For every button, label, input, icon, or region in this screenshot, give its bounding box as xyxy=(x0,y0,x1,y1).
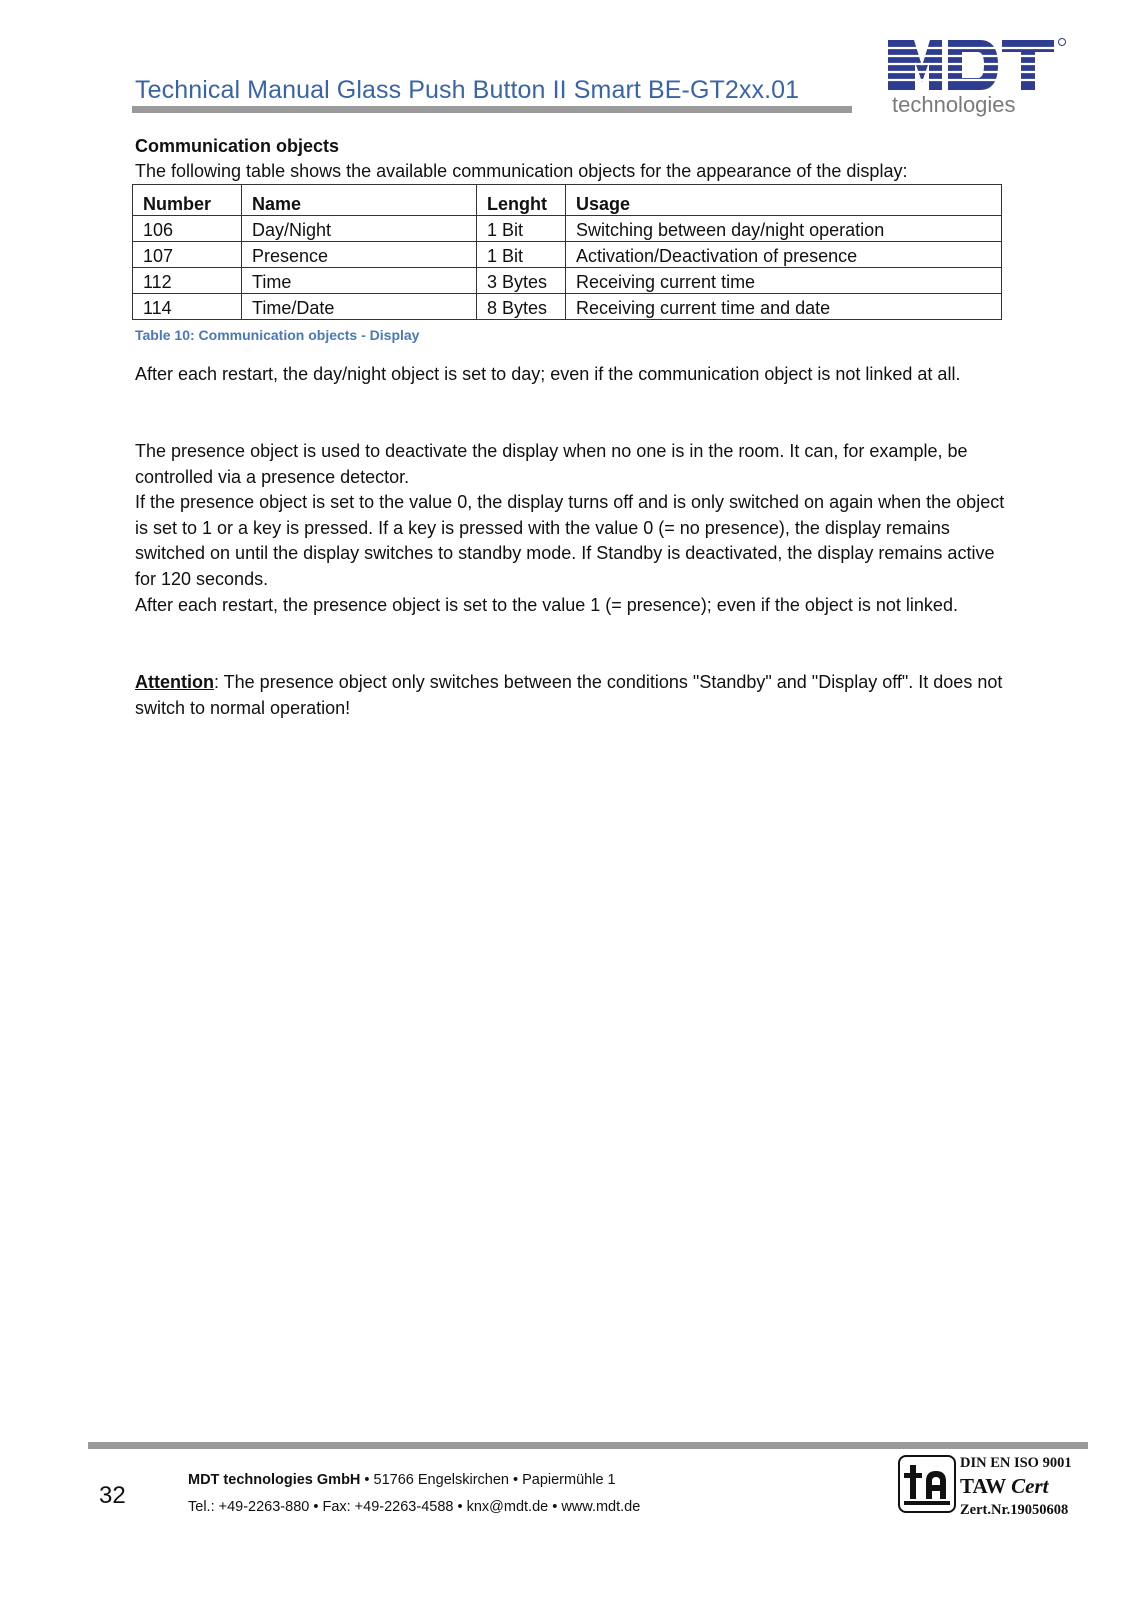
table-row xyxy=(133,268,1002,294)
attention-text: : The presence object only switches between the conditions "Standby" and "Display off". It does not switch to normal operation! xyxy=(135,672,1003,718)
cell-usage: Activation/Deactivation of presence xyxy=(566,242,1002,268)
cert-iso: DIN EN ISO 9001 xyxy=(960,1455,1072,1471)
footer-rule xyxy=(88,1442,1088,1449)
cell-name: Presence xyxy=(242,242,477,268)
cell-name: Day/Night xyxy=(242,216,477,242)
cert-taw xyxy=(960,1474,1049,1499)
cert-number: Zert.Nr.19050608 xyxy=(960,1502,1069,1518)
paragraph-attention xyxy=(135,670,1010,721)
table-header-row xyxy=(133,185,1002,216)
cell-length: 1 Bit xyxy=(477,242,566,268)
cell-number: 112 xyxy=(133,268,242,294)
cell-usage: Receiving current time and date xyxy=(566,294,1002,320)
cert-taw-cert: Cert xyxy=(1011,1474,1049,1498)
footer-company: MDT technologies GmbH xyxy=(188,1472,361,1488)
cell-name: Time/Date xyxy=(242,294,477,320)
ta-logo-icon xyxy=(900,1457,954,1511)
page-title: Technical Manual Glass Push Button II Smart BE-GT2xx.01 xyxy=(135,76,800,104)
logo-subtitle: technologies xyxy=(892,92,1016,117)
table-row xyxy=(133,294,1002,320)
header-rule xyxy=(132,106,852,113)
attention-label: Attention xyxy=(135,672,214,692)
header-number: Number xyxy=(133,185,242,216)
intro-text: The following table shows the available communication objects for the appearance of the display: xyxy=(135,161,908,181)
cell-length: 8 Bytes xyxy=(477,294,566,320)
footer-address-text: • 51766 Engelskirchen • Papiermühle 1 xyxy=(360,1472,616,1488)
paragraph-restart-presence: After each restart, the presence object is set to the value 1 (= presence); even if the object is not linked. xyxy=(135,595,958,615)
footer-contact: Tel.: +49-2263-880 • Fax: +49-2263-4588 • knx@mdt.de • www.mdt.de xyxy=(188,1499,641,1515)
header-name: Name xyxy=(242,185,477,216)
table-row xyxy=(133,242,1002,268)
cell-number: 106 xyxy=(133,216,242,242)
cell-number: 107 xyxy=(133,242,242,268)
paragraph-presence-value: If the presence object is set to the value 0, the display turns off and is only switched on again when the object is set to 1 or a key is pressed. If a key is pressed with the value 0 (= no presence), the display remains switched on until the display switches to standby mode. If Standby is deactivated, the display remains active for 120 seconds. xyxy=(135,492,1005,589)
footer-address xyxy=(188,1472,616,1488)
header-usage: Usage xyxy=(566,185,1002,216)
cell-usage: Receiving current time xyxy=(566,268,1002,294)
paragraph-restart-day-night: After each restart, the day/night object is set to day; even if the communication object is not linked at all. xyxy=(135,364,961,384)
page-number: 32 xyxy=(99,1482,126,1509)
section-heading: Communication objects xyxy=(135,136,340,156)
communication-objects-table xyxy=(132,184,1002,320)
certification-logo xyxy=(898,1455,956,1513)
header-length: Lenght xyxy=(477,185,566,216)
cell-name: Time xyxy=(242,268,477,294)
cell-length: 3 Bytes xyxy=(477,268,566,294)
cell-number: 114 xyxy=(133,294,242,320)
paragraph-presence-intro: The presence object is used to deactivate the display when no one is in the room. It can, for example, be controlled via a presence detector. xyxy=(135,441,968,487)
table-caption: Table 10: Communication objects - Display xyxy=(135,327,420,343)
cell-usage: Switching between day/night operation xyxy=(566,216,1002,242)
cert-taw-word: TAW xyxy=(960,1474,1006,1498)
cell-length: 1 Bit xyxy=(477,216,566,242)
table-row xyxy=(133,216,1002,242)
